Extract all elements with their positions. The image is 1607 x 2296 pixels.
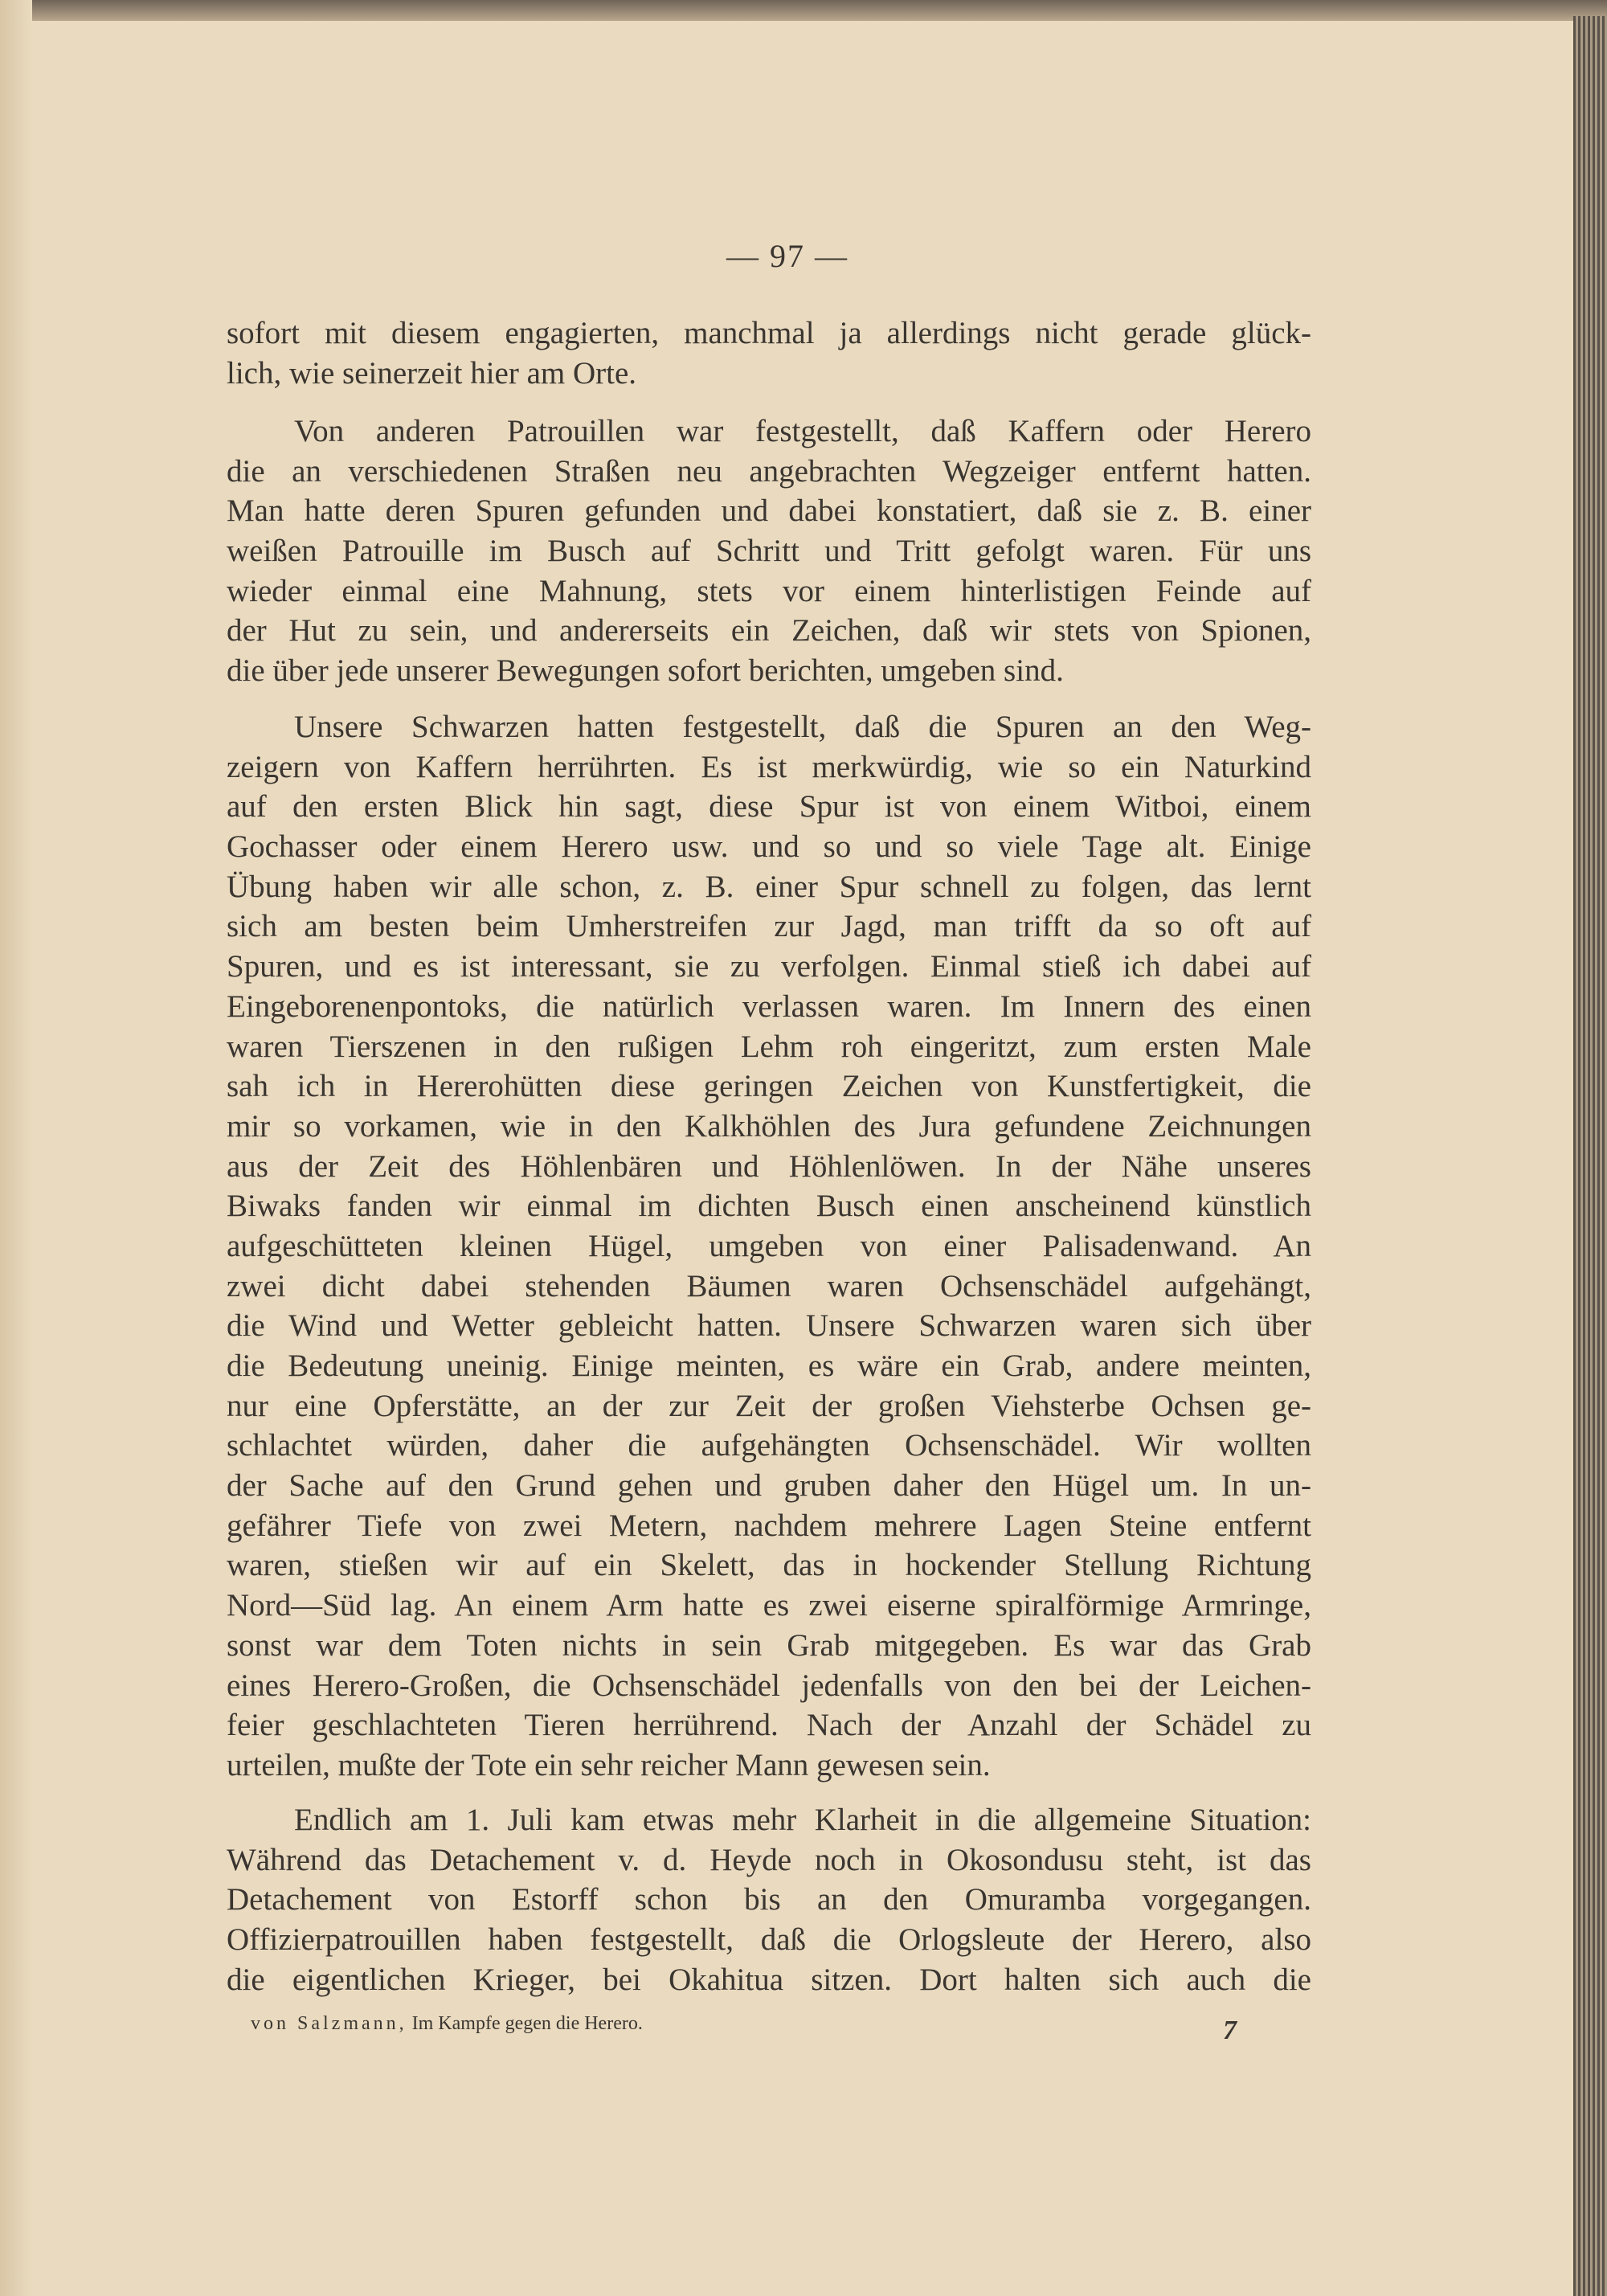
footer-book-title: Im Kampfe gegen die Herero. — [411, 2013, 643, 2034]
text-line: Man hatte deren Spuren gefunden und dabei konstatiert, daß sie z. B. einer — [227, 493, 1311, 529]
text-line: Eingeborenenpontoks, die natürlich verlassen waren. Im Innern des einen — [227, 988, 1311, 1024]
text-line: aufgeschütteten kleinen Hügel, umgeben von einer Palisadenwand. An — [227, 1228, 1311, 1263]
text-line: weißen Patrouille im Busch auf Schritt und Tritt gefolgt waren. Für uns — [227, 534, 1311, 569]
text-line: die Wind und Wetter gebleicht hatten. Unsere Schwarzen waren sich über — [227, 1308, 1311, 1344]
text-line: waren, stießen wir auf ein Skelett, das in hockender Stellung Richtung — [227, 1548, 1311, 1583]
text-line: die an verschiedenen Straßen neu angebrachten Wegzeiger entfernt hatten. — [227, 453, 1311, 489]
text-line: die Bedeutung uneinig. Einige meinten, es wäre ein Grab, andere meinten, — [227, 1349, 1311, 1383]
text-line: lich, wie seinerzeit hier am Orte. — [227, 355, 637, 391]
text-line: Biwaks fanden wir einmal im dichten Busch einen anscheinend künstlich — [227, 1189, 1311, 1224]
text-line: Gochasser oder einem Herero usw. und so und so viele Tage alt. Einige — [227, 829, 1311, 865]
text-line: sonst war dem Toten nichts in sein Grab mitgegeben. Es war das Grab — [227, 1627, 1311, 1663]
footer-author: von Salzmann, — [251, 2013, 407, 2034]
text-line: urteilen, mußte der Tote ein sehr reicher Mann gewesen sein. — [227, 1747, 991, 1782]
text-line: feier geschlachteten Tieren herrührend. Nach der Anzahl der Schädel zu — [227, 1708, 1311, 1743]
text-line: mir so vorkamen, wie in den Kalkhöhlen des Jura gefundene Zeichnungen — [227, 1108, 1311, 1144]
text-line: schlachtet würden, daher die aufgehängten Ochsenschädel. Wir wollten — [227, 1428, 1311, 1463]
paragraph-2 — [227, 411, 1311, 691]
text-line: wieder einmal eine Mahnung, stets vor einem hinterlistigen Feinde auf — [227, 573, 1311, 608]
page-number: — 97 — — [726, 238, 848, 274]
text-line: Unsere Schwarzen hatten festgestellt, daß die Spuren an den Weg- — [294, 710, 1311, 744]
running-footer — [251, 2013, 643, 2035]
signature-mark: 7 — [1223, 2016, 1237, 2045]
paragraph-3 — [227, 707, 1311, 1786]
text-line: Während das Detachement v. d. Heyde noch in Okosondusu steht, ist das — [227, 1842, 1311, 1877]
text-line: aus der Zeit des Höhlenbären und Höhlenlöwen. In der Nähe unseres — [227, 1148, 1311, 1184]
text-line: zwei dicht dabei stehenden Bäumen waren Ochsenschädel aufgehängt, — [227, 1268, 1311, 1304]
text-line: sich am besten beim Umherstreifen zur Jagd, man trifft da so oft auf — [227, 909, 1311, 944]
paragraph-4 — [227, 1800, 1311, 1999]
text-line: gefährer Tiefe von zwei Metern, nachdem mehrere Lagen Steine entfernt — [227, 1508, 1311, 1543]
text-line: Detachement von Estorff schon bis an den Omuramba vorgegangen. — [227, 1882, 1311, 1917]
text-line: Übung haben wir alle schon, z. B. einer Spur schnell zu folgen, das lernt — [227, 869, 1311, 904]
text-line: nur eine Opferstätte, an der zur Zeit der großen Viehsterbe Ochsen ge- — [227, 1388, 1311, 1423]
text-line: der Sache auf den Grund gehen und gruben daher den Hügel um. In un- — [227, 1468, 1311, 1504]
text-line: Von anderen Patrouillen war festgestellt, daß Kaffern oder Herero — [294, 414, 1311, 448]
text-line: Endlich am 1. Juli kam etwas mehr Klarheit in die allgemeine Situation: — [294, 1803, 1311, 1837]
text-line: auf den ersten Blick hin sagt, diese Spur ist von einem Witboi, einem — [227, 789, 1311, 825]
text-line: die über jede unserer Bewegungen sofort berichten, umgeben sind. — [227, 653, 1064, 689]
text-line: Spuren, und es ist interessant, sie zu verfolgen. Einmal stieß ich dabei auf — [227, 949, 1311, 984]
text-line: waren Tierszenen in den rußigen Lehm roh eingeritzt, zum ersten Male — [227, 1029, 1311, 1064]
scan-top-edge — [0, 0, 1607, 21]
text-line: sah ich in Hererohütten diese geringen Zeichen von Kunstfertigkeit, die — [227, 1069, 1311, 1104]
text-line: zeigern von Kaffern herrührten. Es ist merkwürdig, wie so ein Naturkind — [227, 749, 1311, 784]
book-page-edges — [1573, 16, 1607, 2296]
paragraph-1 — [227, 313, 1311, 393]
text-line: der Hut zu sein, und andererseits ein Zeichen, daß wir stets von Spionen, — [227, 613, 1311, 649]
text-line: die eigentlichen Krieger, bei Okahitua sitzen. Dort halten sich auch die — [227, 1962, 1311, 1997]
text-line: Nord—Süd lag. An einem Arm hatte es zwei eiserne spiralförmige Armringe, — [227, 1588, 1311, 1623]
text-line: eines Herero-Großen, die Ochsenschädel jedenfalls von den bei der Leichen- — [227, 1668, 1311, 1703]
text-line: sofort mit diesem engagierten, manchmal ja allerdings nicht gerade glück- — [227, 316, 1311, 350]
page-gutter-shadow — [0, 0, 32, 2296]
text-line: Offizierpatrouillen haben festgestellt, daß die Orlogsleute der Herero, also — [227, 1922, 1311, 1958]
